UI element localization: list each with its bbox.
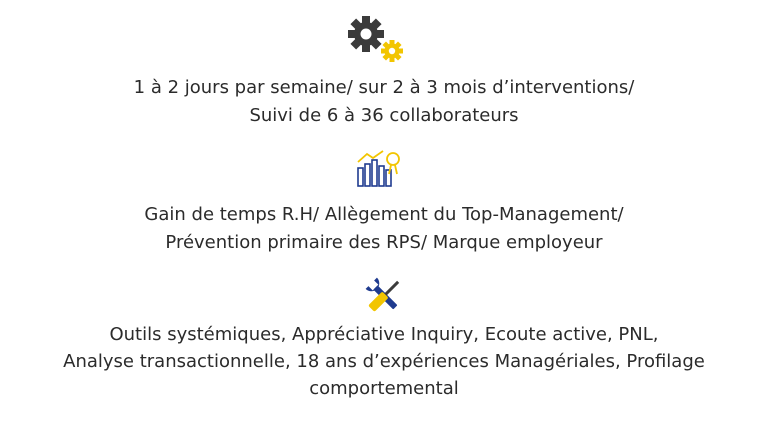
benefits-text-line-1: Gain de temps R.H/ Allègement du Top-Management/ xyxy=(144,204,624,225)
tools-text-line-2: Analyse transactionnelle, 18 ans d’expériences Managériales, Profilage xyxy=(63,351,705,372)
tools-icon xyxy=(361,275,407,317)
tools-text-line-1: Outils systémiques, Appréciative Inquiry, Ecoute active, PNL, xyxy=(109,324,659,345)
schedule-text-line-2: Suivi de 6 à 36 collaborateurs xyxy=(249,105,519,126)
growth-chart-icon xyxy=(355,148,405,188)
schedule-text-line-1: 1 à 2 jours par semaine/ sur 2 à 3 mois d’interventions/ xyxy=(133,77,635,98)
tools-text-line-3: comportemental xyxy=(309,378,459,399)
gears-icon xyxy=(346,15,408,65)
benefits-text-line-2: Prévention primaire des RPS/ Marque employeur xyxy=(165,232,603,253)
